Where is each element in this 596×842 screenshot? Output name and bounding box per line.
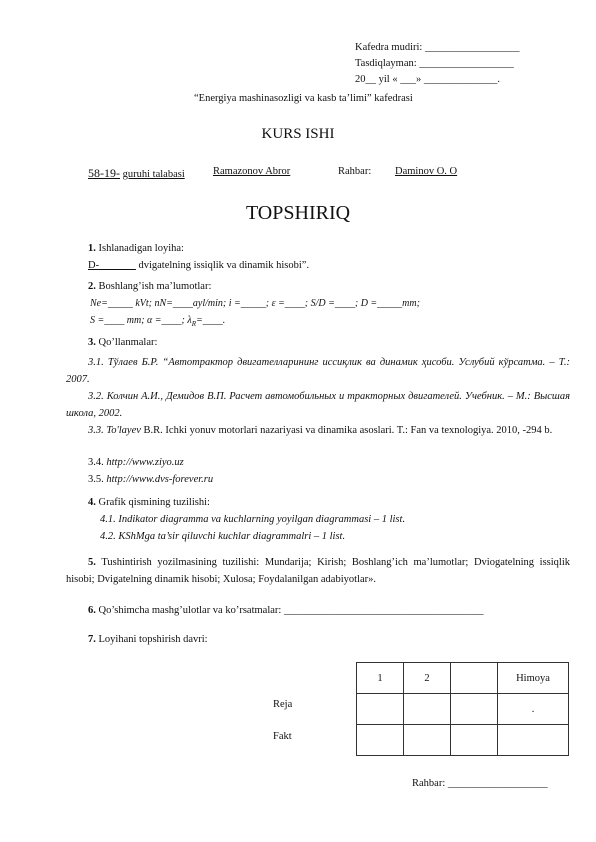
engine-type-blank: D-_______	[88, 260, 136, 271]
department-name: “Energiya mashinasozligi va kasb ta’limi” kafedrasi	[194, 93, 413, 104]
reference-1: 3.1. Тўлаев Б.Р. “Автотрактор двигателларининг иссиқлик ва динамик ҳисоби. Услубий кўрсатма. – Т.: 2007.	[66, 357, 570, 385]
lambda-subscript: R	[191, 320, 196, 328]
supervisor-label: Rahbar:	[338, 166, 372, 177]
item-2-number: 2.	[88, 281, 96, 292]
item-1-heading	[88, 243, 184, 254]
table-row	[357, 725, 569, 756]
item-4-heading	[88, 497, 210, 508]
item-5-number: 5.	[88, 557, 96, 568]
reference-5-number: 3.5.	[88, 474, 107, 485]
reference-5-link[interactable]: http://www.dvs-forever.ru	[106, 474, 214, 485]
group-suffix: guruhi talabasi	[122, 169, 185, 180]
header-cell: 2	[404, 663, 451, 694]
student-line	[88, 166, 185, 181]
reference-4-link[interactable]: http://www.ziyo.uz	[106, 457, 184, 468]
item-1-number: 1.	[88, 243, 96, 254]
table-row	[357, 694, 569, 725]
reference-3-text: B.R. Ichki yonuv motorlari nazariyasi va dinamika asoslari. T.: Fan va texnologiya. 2010, -294 b.	[140, 425, 553, 436]
table-cell[interactable]	[498, 725, 569, 756]
item-7-number: 7.	[88, 634, 96, 645]
item-5	[66, 554, 570, 588]
initial-data-line-2-end: =____.	[195, 315, 226, 326]
item-1-line	[88, 260, 309, 271]
group-number: 58-19-	[88, 166, 120, 180]
item-1-title: Ishlanadigan loyiha:	[98, 243, 184, 254]
approval-date: 20__ yil « ___» ______________.	[355, 74, 500, 85]
reference-2: 3.2. Колчин А.И., Демидов В.П. Расчет автомобильных и тракторных двигателей. Учебник. – М.: Высшая школа, 2002.	[66, 391, 570, 419]
student-name: Ramazonov Abror	[213, 166, 291, 177]
header-cell	[451, 663, 498, 694]
graphic-part-1: 4.1. Indikator diagramma va kuchlarning yoyilgan diagrammasi – 1 list.	[100, 514, 406, 525]
item-4-number: 4.	[88, 497, 96, 508]
table-cell[interactable]: .	[498, 694, 569, 725]
reference-5	[88, 474, 213, 485]
approval-confirm: Tasdiqlayman: __________________	[355, 58, 514, 69]
table-cell[interactable]	[451, 725, 498, 756]
initial-data-line-2-text: S =____ mm; α =____; λ	[90, 315, 192, 326]
reference-4-number: 3.4.	[88, 457, 107, 468]
header-cell: 1	[357, 663, 404, 694]
reference-3-author: 3.3. To'layev	[88, 425, 141, 436]
initial-data-line-2	[90, 315, 225, 328]
item-7-text: Loyihani topshirish davri:	[98, 634, 208, 645]
table-cell[interactable]	[451, 694, 498, 725]
schedule-table	[356, 662, 569, 756]
item-6	[88, 605, 483, 616]
item-3-number: 3.	[88, 337, 96, 348]
header-cell: Himoya	[498, 663, 569, 694]
plan-row-label: Reja	[273, 699, 293, 710]
supervisor-name: Daminov O. O	[395, 166, 458, 177]
table-cell[interactable]	[357, 725, 404, 756]
document-subtitle: TOPSHIRIQ	[245, 202, 351, 224]
table-cell[interactable]	[357, 694, 404, 725]
item-3-heading	[88, 337, 157, 348]
item-2-title: Boshlang’ish ma’lumotlar:	[98, 281, 212, 292]
supervisor-signature: Rahbar: ___________________	[412, 778, 548, 789]
item-6-text: Qo’shimcha mashg’ulotlar va ko’rsatmalar: ______________________________________	[98, 605, 484, 616]
item-1-text: dvigatelning issiqlik va dinamik hisobi”.	[135, 260, 310, 271]
table-row	[357, 663, 569, 694]
item-2-heading	[88, 281, 211, 292]
approval-head: Kafedra mudiri: __________________	[355, 42, 520, 53]
table-cell[interactable]	[404, 694, 451, 725]
initial-data-line-1: Ne=_____ kVt; nN=____ayl/min; i =_____; ε =____; S/D =____; D =_____mm;	[90, 298, 420, 309]
item-7	[88, 634, 208, 645]
graphic-part-2: 4.2. KShMga ta’sir qiluvchi kuchlar diagrammalri – 1 list.	[100, 531, 346, 542]
item-4-title: Grafik qismining tuzilishi:	[98, 497, 210, 508]
reference-4	[88, 457, 184, 468]
item-6-number: 6.	[88, 605, 96, 616]
actual-row-label: Fakt	[273, 731, 292, 742]
document-title: KURS ISHI	[261, 126, 335, 142]
item-5-text: Tushintirish yozilmasining tuzilishi: Mundarija; Kirish; Boshlang’ich ma’lumotlar; Dviogatelning issiqlik hisobi; Dvigatelning dinamik hisobi; Xulosa; Foydalanilgan adabiyotlar».	[66, 557, 570, 585]
table-cell[interactable]	[404, 725, 451, 756]
reference-3	[66, 422, 570, 439]
item-3-title: Qo’llanmalar:	[98, 337, 158, 348]
